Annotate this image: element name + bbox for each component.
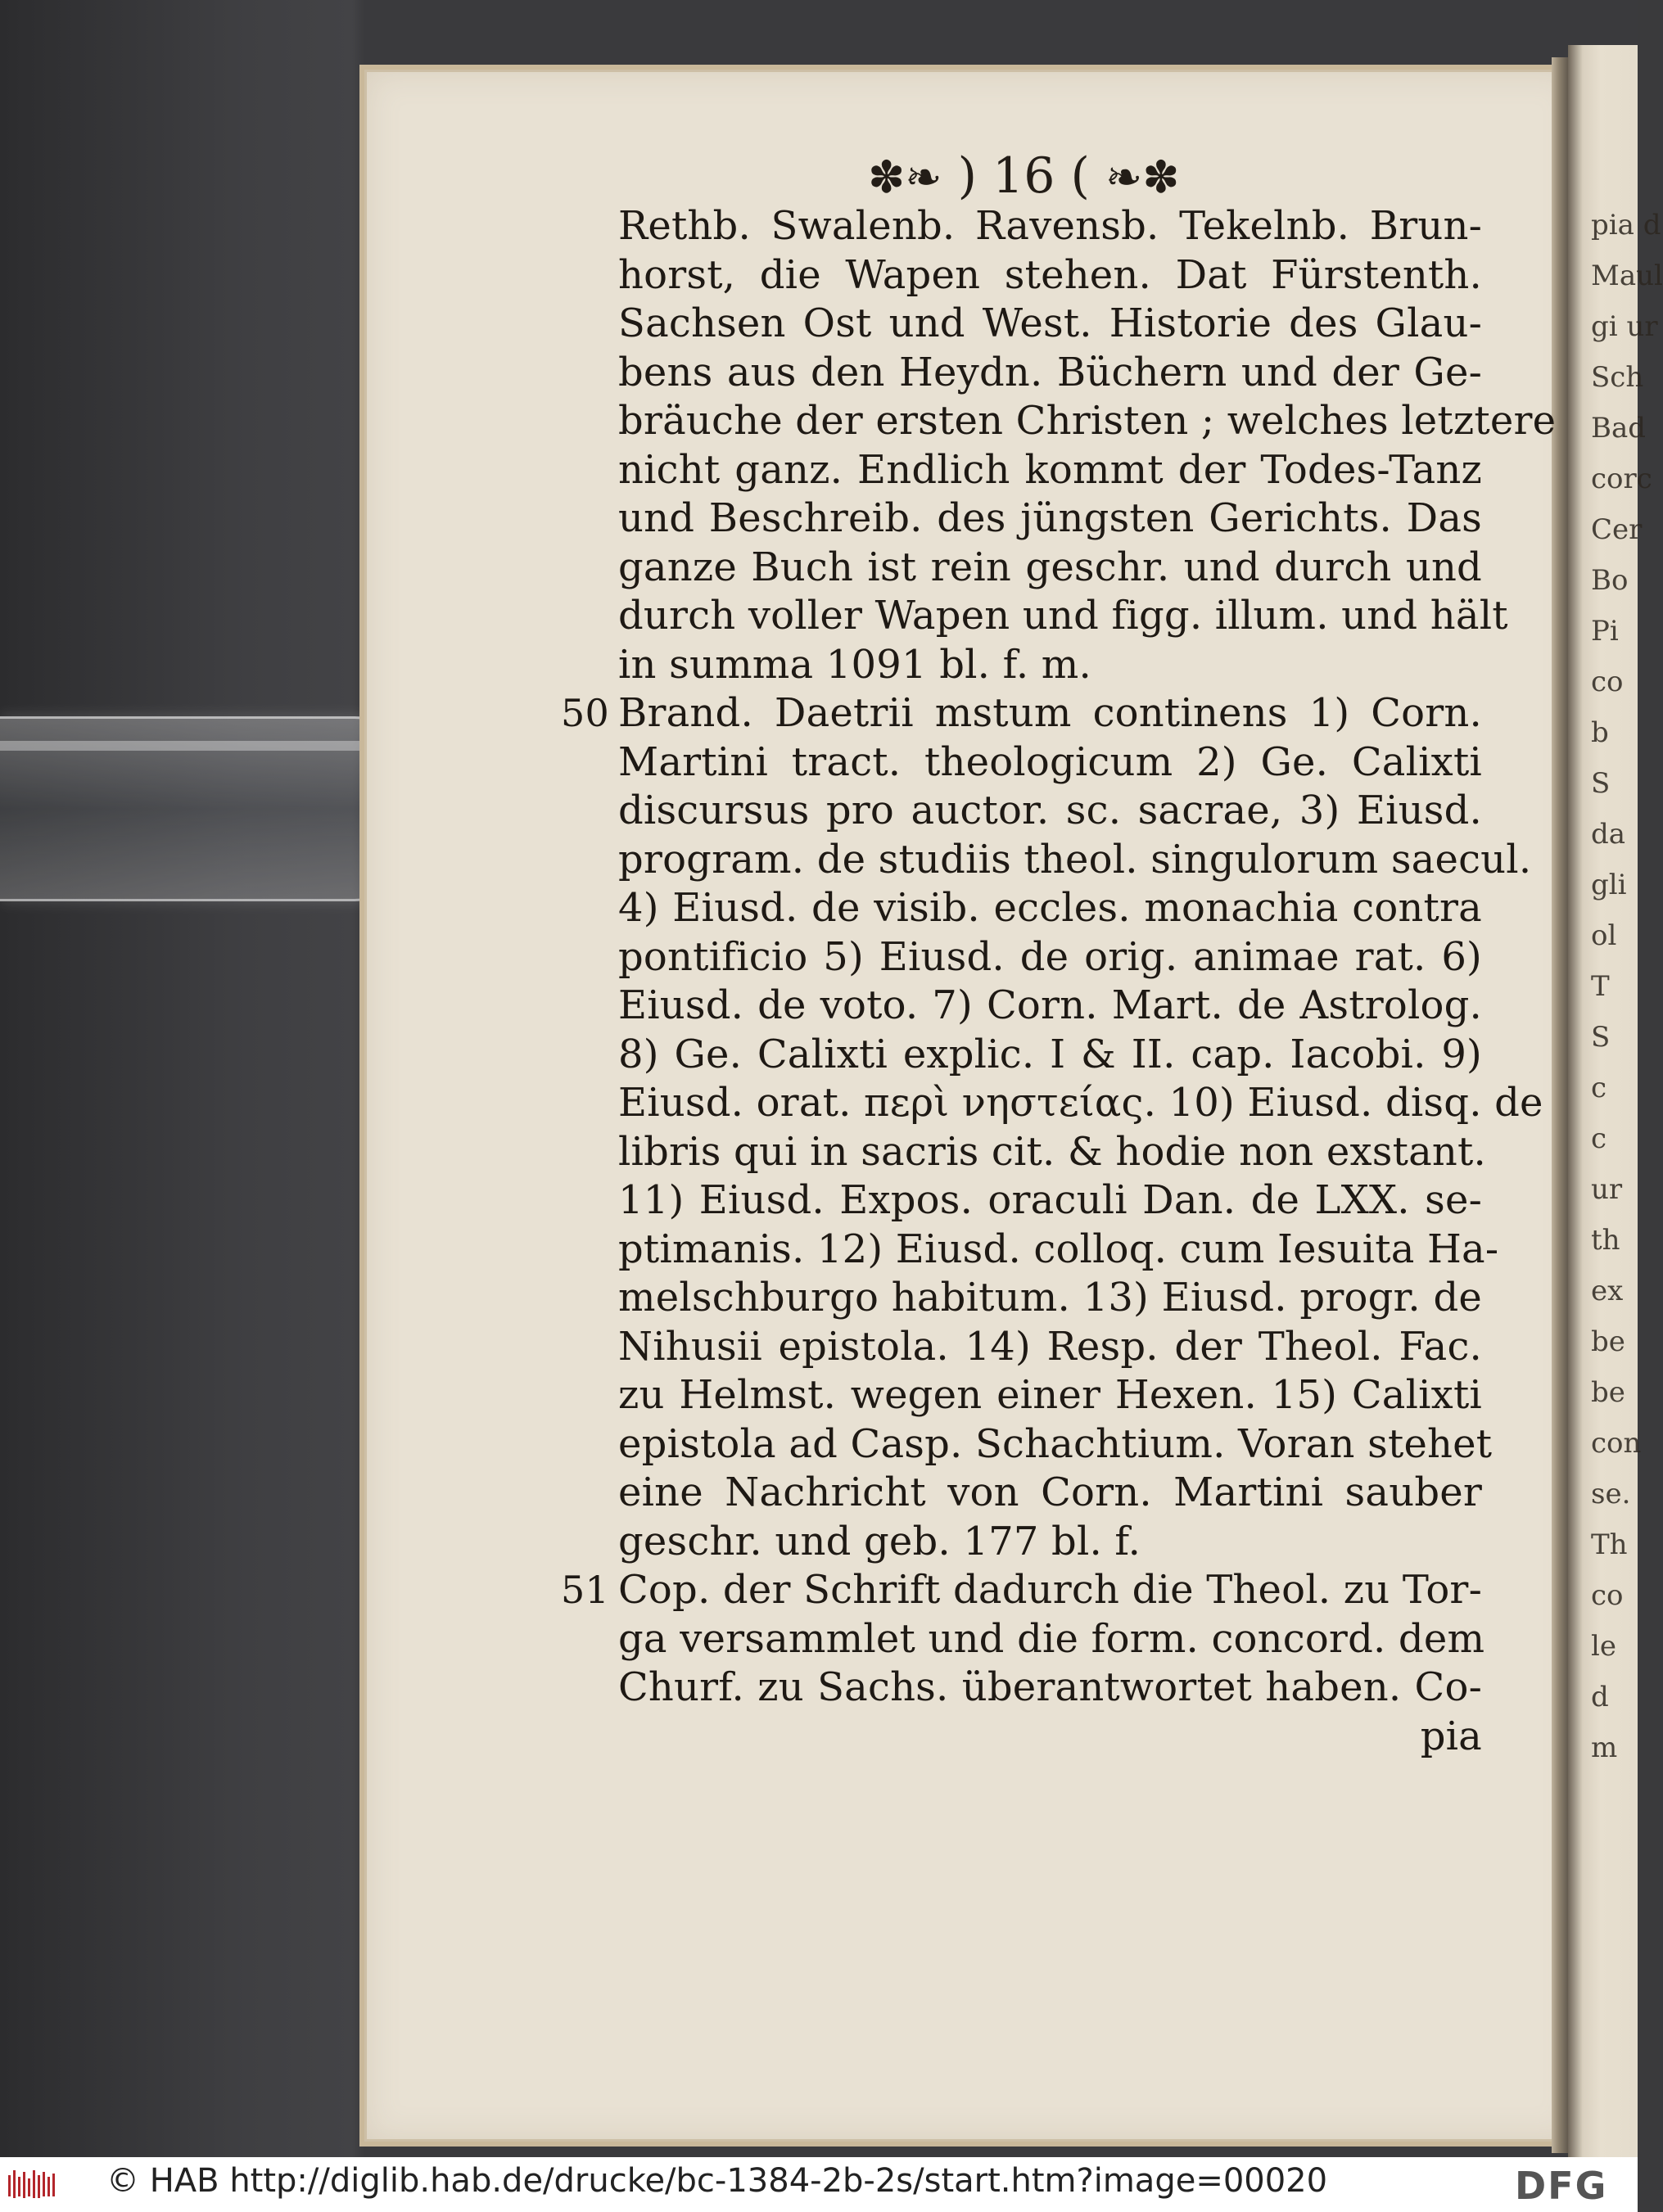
line-text: Sachsen Ost und West. Historie des Glau-: [618, 300, 1482, 346]
facing-page-fragment: Pi: [1591, 615, 1619, 648]
line-text: discursus pro auctor. sc. sacrae, 3) Eiusd.: [618, 788, 1482, 833]
facing-page-fragment: da: [1591, 818, 1626, 851]
line-text: 4) Eiusd. de visib. eccles. monachia contra: [618, 885, 1482, 931]
line-text: ganze Buch ist rein geschr. und durch und: [618, 544, 1482, 590]
text-line: [618, 1518, 1482, 1567]
text-line: [618, 494, 1482, 544]
facing-page-fragment: Bo: [1591, 564, 1629, 597]
text-line: [618, 1615, 1485, 1664]
facing-page-edge: [1568, 45, 1663, 2157]
line-text: und Beschreib. des jüngsten Gerichts. Das: [618, 495, 1482, 541]
facing-page-fragment: Sch: [1591, 361, 1644, 394]
facing-page-fragment: con: [1591, 1427, 1642, 1460]
text-line: [618, 1713, 1482, 1762]
text-line: [618, 1079, 1543, 1128]
entry-number: 51: [561, 1568, 609, 1612]
footer-source-url: © HAB http://diglib.hab.de/drucke/bc-1384-2b-2s/start.htm?image=00020: [106, 2162, 1328, 2200]
page-number: ) 16 (: [957, 147, 1090, 205]
dfg-logo: DFG: [1515, 2164, 1608, 2208]
text-line: [618, 1176, 1482, 1226]
text-line: [618, 202, 1482, 251]
line-text: in summa 1091 bl. f. m.: [618, 641, 1091, 688]
hab-logo-icon: [7, 2167, 57, 2201]
text-line: [618, 544, 1482, 593]
facing-page-fragment: be: [1591, 1325, 1625, 1358]
text-line: [618, 349, 1482, 398]
line-text: epistola ad Casp. Schachtium. Voran stehet: [618, 1420, 1493, 1467]
facing-page-fragment: Maul: [1591, 260, 1663, 292]
facing-page-fragment: m: [1591, 1731, 1618, 1764]
line-text: melschburgo habitum. 13) Eiusd. progr. de: [618, 1275, 1482, 1320]
text-line: [618, 1664, 1482, 1713]
facing-page-fragment: ex: [1591, 1275, 1624, 1307]
line-text: pontificio 5) Eiusd. de orig. animae rat. 6): [618, 933, 1482, 980]
line-text: geschr. und geb. 177 bl. f.: [618, 1518, 1141, 1564]
line-text: nicht ganz. Endlich kommt der Todes-Tanz: [618, 446, 1482, 493]
line-text: bräuche der ersten Christen ; welches letztere: [618, 398, 1557, 444]
facing-page-fragment: ur: [1591, 1173, 1623, 1206]
text-line: [618, 300, 1482, 349]
text-line: [618, 397, 1557, 446]
facing-page-fragment: pia d: [1591, 209, 1661, 242]
facing-page-fragment: Cer: [1591, 513, 1643, 546]
text-line: [618, 738, 1482, 788]
text-line: [561, 1566, 1482, 1615]
line-text: eine Nachricht von Corn. Martini sauber: [618, 1469, 1482, 1515]
text-line: [618, 1031, 1482, 1080]
facing-page-fragment: corc: [1591, 463, 1652, 495]
facing-page-fragment: Bad: [1591, 412, 1647, 445]
footer-bar: [0, 2157, 1638, 2212]
facing-page-fragment: c: [1591, 1122, 1607, 1155]
text-line: [618, 1323, 1482, 1372]
text-line: [618, 1226, 1499, 1275]
text-line: [618, 592, 1508, 641]
text-line: [618, 251, 1482, 300]
facing-page-fragment: ol: [1591, 919, 1617, 952]
line-text: zu Helmst. wegen einer Hexen. 15) Calixti: [618, 1372, 1482, 1418]
right-ornament: ❧✽: [1105, 151, 1180, 203]
facing-page-fragment: se.: [1591, 1478, 1631, 1510]
line-text: ga versammlet und die form. concord. dem: [618, 1615, 1485, 1662]
facing-page-fragment: co: [1591, 1579, 1624, 1612]
text-line: [618, 884, 1482, 933]
left-ornament: ✽❧: [868, 151, 942, 203]
facing-page-fragment: d: [1591, 1681, 1609, 1713]
line-text: Cop. der Schrift dadurch die Theol. zu Tor-: [618, 1567, 1482, 1613]
running-head: [868, 147, 1179, 205]
facing-page-fragment: S: [1591, 767, 1611, 800]
facing-page-fragment: be: [1591, 1376, 1625, 1409]
line-text: Rethb. Swalenb. Ravensb. Tekelnb. Brun-: [618, 203, 1482, 249]
line-text: bens aus den Heydn. Büchern und der Ge-: [618, 349, 1482, 395]
text-line: [618, 1420, 1493, 1469]
line-text: Martini tract. theologicum 2) Ge. Calixti: [618, 738, 1482, 785]
page-gutter: [1552, 57, 1570, 2153]
entry-number: 50: [561, 691, 609, 735]
line-text: libris qui in sacris cit. & hodie non exstant.: [618, 1128, 1486, 1175]
facing-page-fragment: S: [1591, 1021, 1611, 1054]
text-line: [561, 689, 1482, 738]
facing-page-fragment: b: [1591, 716, 1609, 749]
facing-page-fragment: gi ur: [1591, 310, 1658, 343]
text-line: [618, 1469, 1482, 1518]
line-text: Churf. zu Sachs. überantwortet haben. Co-: [618, 1664, 1482, 1710]
line-text: Nihusii epistola. 14) Resp. der Theol. Fac.: [618, 1323, 1482, 1370]
text-line: [618, 982, 1482, 1031]
text-line: [618, 446, 1482, 495]
text-line: [618, 787, 1482, 836]
glass-reflection: [0, 741, 385, 751]
facing-page-fragment: Th: [1591, 1528, 1628, 1561]
text-line: [618, 1371, 1482, 1420]
line-text: pia: [1420, 1713, 1482, 1759]
line-text: program. de studiis theol. singulorum saecul.: [618, 836, 1532, 883]
line-text: ptimanis. 12) Eiusd. colloq. cum Iesuita Ha-: [618, 1226, 1499, 1272]
line-text: 8) Ge. Calixti explic. I & II. cap. Iacobi. 9): [618, 1031, 1482, 1077]
line-text: horst, die Wapen stehen. Dat Fürstenth.: [618, 251, 1482, 298]
text-line: [618, 641, 1482, 690]
line-text: Eiusd. orat. περὶ νηστείας. 10) Eiusd. disq. de: [618, 1080, 1543, 1126]
facing-page-fragment: co: [1591, 666, 1624, 698]
line-text: Brand. Daetrii mstum continens 1) Corn.: [618, 690, 1482, 736]
facing-page-fragment: th: [1591, 1224, 1620, 1257]
text-line: [618, 1128, 1486, 1177]
facing-page-fragment: T: [1591, 970, 1610, 1003]
page-body-text: [561, 202, 1557, 1761]
text-line: [618, 836, 1532, 885]
line-text: durch voller Wapen und figg. illum. und hält: [618, 593, 1508, 639]
facing-page-fragment: le: [1591, 1630, 1616, 1663]
text-line: [618, 933, 1482, 982]
line-text: Eiusd. de voto. 7) Corn. Mart. de Astrolog.: [618, 982, 1482, 1028]
text-line: [618, 1274, 1482, 1323]
facing-page-fragment: gli: [1591, 869, 1627, 901]
facing-page-fragment: c: [1591, 1072, 1607, 1104]
line-text: 11) Eiusd. Expos. oraculi Dan. de LXX. se-: [618, 1177, 1482, 1223]
